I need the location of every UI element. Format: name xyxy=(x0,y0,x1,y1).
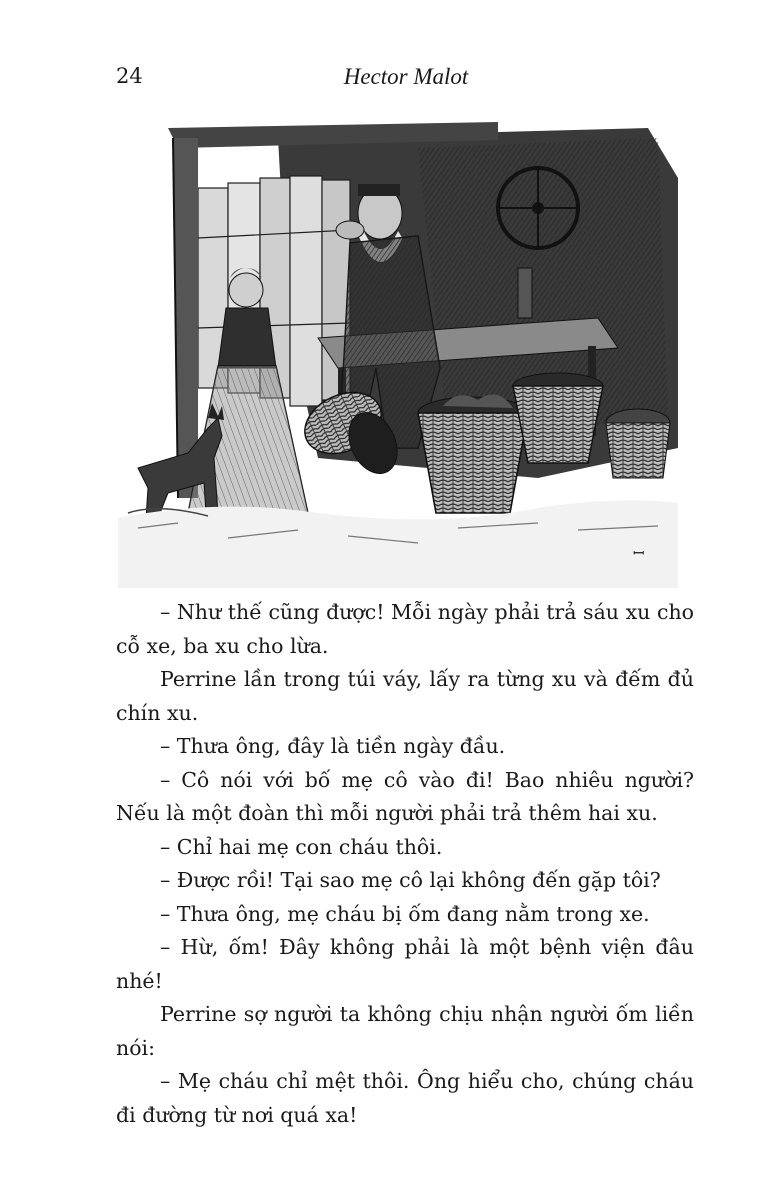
page-number: 24 xyxy=(116,64,143,88)
paragraph: – Thưa ông, đây là tiền ngày đầu. xyxy=(160,734,506,758)
basket-middle xyxy=(513,373,603,463)
paragraph: Perrine lần trong túi váy, lấy ra từng xu và đếm đủ chín xu. xyxy=(116,667,694,725)
basket-left xyxy=(418,395,528,513)
running-title: Hector Malot xyxy=(343,64,469,89)
artist-signature: ꟷ xyxy=(633,546,645,562)
paragraph: – Hừ, ốm! Đây không phải là một bệnh viện đâu nhé! xyxy=(116,935,694,993)
page-header xyxy=(116,64,696,98)
paragraph: – Cô nói với bố mẹ cô vào đi! Bao nhiêu người? Nếu là một đoàn thì mỗi người phải trả thêm hai xu. xyxy=(116,767,694,825)
body-text xyxy=(116,596,694,1132)
paragraph: – Chỉ hai mẹ con cháu thôi. xyxy=(160,834,443,859)
paragraph: – Thưa ông, mẹ cháu bị ốm đang nằm trong xe. xyxy=(160,901,650,926)
paragraph: Perrine sợ người ta không chịu nhận người ốm liền nói: xyxy=(116,1002,694,1060)
paragraph: – Như thế cũng được! Mỗi ngày phải trả sáu xu cho cỗ xe, ba xu cho lừa. xyxy=(116,600,694,658)
basket-right xyxy=(606,409,670,478)
engraving-illustration xyxy=(118,118,678,588)
paragraph: – Được rồi! Tại sao mẹ cô lại không đến gặp tôi? xyxy=(160,868,661,892)
paragraph: – Mẹ cháu chỉ mệt thôi. Ông hiểu cho, chúng cháu đi đường từ nơi quá xa! xyxy=(116,1069,694,1127)
